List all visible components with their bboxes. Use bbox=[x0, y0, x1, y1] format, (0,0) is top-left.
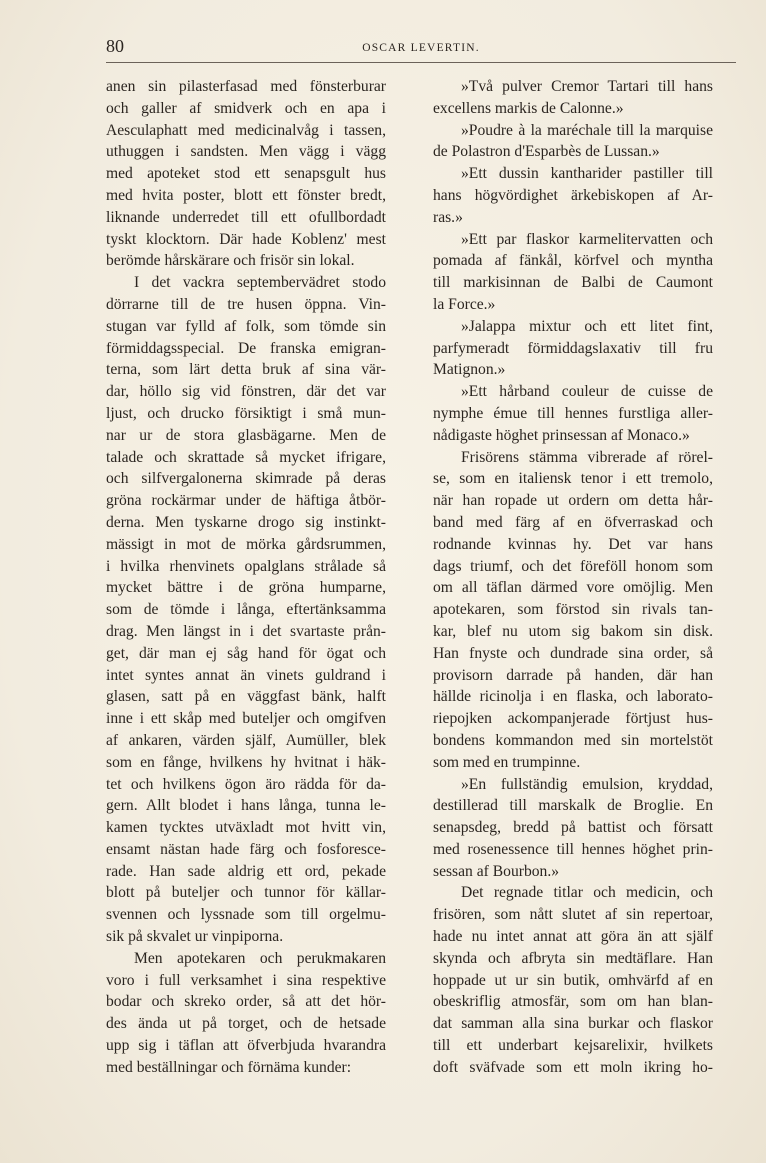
text-line: riepojken ackompanjerade förtjust hus- bbox=[433, 710, 713, 728]
text-line: senapsdeg, bredd på battist och försatt bbox=[433, 819, 713, 837]
header-rule bbox=[106, 62, 736, 63]
text-line: upp sig i täflan att öfverbjuda hvarandra bbox=[106, 1037, 386, 1055]
text-line: provisorn darrade på handen, där han bbox=[433, 666, 713, 684]
text-line: dar, höllo sig vid fönstren, där det var bbox=[106, 383, 386, 401]
text-line: glasen, satt på en väggfast bänk, halft bbox=[106, 688, 386, 706]
text-line: inne i ett skåp med buteljer och omgifven bbox=[106, 710, 386, 728]
text-line: med beställningar och förnäma kunder: bbox=[106, 1058, 352, 1076]
text-line: de Polastron d'Esparbès de Lussan.» bbox=[433, 143, 660, 161]
text-line: anen sin pilasterfasad med fönsterburar bbox=[106, 78, 386, 95]
text-line: Men apotekaren och perukmakaren bbox=[134, 949, 386, 967]
text-line: nar ur de stora glasbägarne. Men de bbox=[106, 426, 386, 444]
text-line: Det regnade titlar och medicin, och bbox=[461, 884, 713, 902]
text-line: med apoteket stod ett senapsgult hus bbox=[106, 165, 386, 183]
text-line: terna, som lärt detta bruk af sina vär- bbox=[106, 361, 386, 379]
text-line: band med färg af en öfverraskad och bbox=[433, 513, 713, 531]
text-line: uthuggen i sandsten. Men vägg i vägg bbox=[106, 143, 386, 161]
text-line: frisören, som nått slutet af sin repertoar, bbox=[433, 906, 713, 924]
text-line: sik på skvalet ur vinpiporna. bbox=[106, 928, 284, 946]
text-line: med hvita poster, blott ett fönster bredt, bbox=[106, 186, 386, 204]
text-line: när han ropade ut ordern om detta hår- bbox=[433, 492, 713, 510]
text-line: la Force.» bbox=[433, 295, 496, 313]
text-line: doft sväfvade som ett moln ikring ho- bbox=[433, 1058, 713, 1076]
text-line: skynda och afbryta sin medtäflare. Han bbox=[433, 949, 713, 967]
text-line: nådigaste höghet prinsessan af Monaco.» bbox=[433, 426, 690, 444]
text-line: om all täflan därmed vore omöjlig. Men bbox=[433, 579, 713, 597]
text-line: hade nu intet annat att göra än att själf bbox=[433, 928, 713, 946]
left-column bbox=[106, 76, 386, 1079]
text-line: Frisörens stämma vibrerade af rörel- bbox=[461, 448, 713, 466]
text-line: bondens kommandon med sin mortelstöt bbox=[433, 731, 713, 749]
text-line: som med en trumpinne. bbox=[433, 753, 581, 771]
text-line: som de tömde i långa, eftertänksamma bbox=[106, 601, 386, 619]
text-line: blott på buteljer och tunnor för källar- bbox=[106, 884, 386, 902]
text-line: gern. Allt blodet i hans långa, tunna le- bbox=[106, 797, 386, 815]
text-line: tet och hvilkens ögon äro rädda för da- bbox=[106, 775, 386, 793]
text-line: dat samman alla sina burkar och flaskor bbox=[433, 1015, 713, 1033]
text-line: tyskt klocktorn. Där hade Koblenz' mest bbox=[106, 230, 386, 248]
text-line: »Poudre à la maréchale till la marquise bbox=[461, 121, 713, 139]
text-line: ras.» bbox=[433, 208, 463, 226]
text-line: dags triumf, och det föreföll honom som bbox=[433, 557, 713, 575]
text-line: hällde ricinolja i en flaska, och laborato- bbox=[433, 688, 713, 706]
text-line: intet syntes annat än vinets guldrand i bbox=[106, 666, 386, 684]
text-line: stugan var fylld af folk, som tömde sin bbox=[106, 317, 386, 335]
text-line: »Ett hårband couleur de cuisse de bbox=[461, 383, 713, 401]
text-line: »En fullständig emulsion, kryddad, bbox=[461, 775, 713, 793]
text-line: destillerad till marskalk de Broglie. En bbox=[433, 797, 713, 815]
text-line: och galler af smidverk och en apa i bbox=[106, 99, 386, 117]
text-line: »Ett dussin kantharider pastiller till bbox=[461, 165, 713, 183]
text-line: I det vackra septembervädret stodo bbox=[134, 274, 386, 292]
text-line: rodnande kvinnas hy. Det var hans bbox=[433, 535, 713, 553]
text-line: mycket bättre i de gröna humparne, bbox=[106, 579, 386, 597]
text-line: berömde hårskärare och frisör sin lokal. bbox=[106, 252, 355, 270]
text-line: liknande underredet till ett ofullbordadt bbox=[106, 208, 386, 226]
text-line: apotekaren, som förstod sin rivals tan- bbox=[433, 601, 713, 619]
text-line: Aesculaphatt med medicinalvåg i tassen, bbox=[106, 121, 386, 139]
text-line: excellens markis de Calonne.» bbox=[433, 99, 624, 117]
text-line: nymphe émue till hennes furstliga aller- bbox=[433, 404, 713, 422]
text-line: rade. Han sade aldrig ett ord, pekade bbox=[106, 862, 386, 880]
text-line: »Jalappa mixtur och ett litet fint, bbox=[461, 317, 713, 335]
text-line: kar, blef nu utom sig bakom sin disk. bbox=[433, 622, 713, 640]
running-head: OSCAR LEVERTIN. bbox=[362, 42, 480, 54]
text-line: Han fnyste och dundrade sina order, så bbox=[433, 644, 713, 662]
text-line: hans högvördighet ärkebiskopen af Ar- bbox=[433, 186, 713, 204]
text-line: af ankaren, värden själf, Aumüller, blek bbox=[106, 731, 386, 749]
text-line: »Två pulver Cremor Tartari till hans bbox=[461, 78, 713, 95]
text-line: drag. Men längst in i det svartaste prån- bbox=[106, 622, 386, 640]
text-line: förmiddagsspecial. De franska emigran- bbox=[106, 339, 386, 357]
text-line: pomada af fänkål, körfvel och myntha bbox=[433, 252, 713, 270]
text-line: talade och skrattade så mycket ifrigare, bbox=[106, 448, 386, 466]
text-line: som en fånge, hvilkens hy hvitnat i häk- bbox=[106, 753, 386, 771]
text-line: till ett underbart kejsarelixir, hvilkets bbox=[433, 1037, 713, 1055]
text-line: des ända ut på torget, och de hetsade bbox=[106, 1015, 386, 1033]
text-line: dörrarne till de tre husen öppna. Vin- bbox=[106, 295, 386, 313]
text-line: gröna rockärmar under de häftiga åtbör- bbox=[106, 492, 386, 510]
text-line: sessan af Bourbon.» bbox=[433, 862, 560, 880]
page-number: 80 bbox=[106, 36, 124, 56]
text-line: mässigt in mot de mörka gårdsrummen, bbox=[106, 535, 386, 553]
text-line: voro i full verksamhet i sina respektive bbox=[106, 971, 386, 989]
text-line: i hvilka rhenvinets opalglans strålade så bbox=[106, 557, 386, 575]
page-header bbox=[106, 36, 736, 64]
text-line: derna. Men tyskarne drogo sig instinkt- bbox=[106, 513, 386, 531]
text-line: obeskriflig atmosfär, som om han blan- bbox=[433, 993, 713, 1011]
text-line: svennen och lyssnade som till orgelmu- bbox=[106, 906, 386, 924]
text-line: »Ett par flaskor karmelitervatten och bbox=[461, 230, 713, 248]
text-line: kamen tycktes utväxladt mot hvitt vin, bbox=[106, 819, 386, 837]
text-line: ljust, och drucko försiktigt i små mun- bbox=[106, 404, 386, 422]
text-line: och silfvergalonerna skimrade på deras bbox=[106, 470, 386, 488]
text-line: ensamt nästan hade färg och fosforesce- bbox=[106, 840, 386, 858]
text-line: hoppade ut ur sin butik, omhvärfd af en bbox=[433, 971, 713, 989]
text-line: bodar och skreko order, så att det hör- bbox=[106, 993, 386, 1011]
text-line: parfymeradt förmiddagslaxativ till fru bbox=[433, 339, 713, 357]
text-line: till markisinnan de Balbi de Caumont bbox=[433, 274, 713, 292]
text-line: se, som en italiensk tenor i ett tremolo, bbox=[433, 470, 713, 488]
text-line: get, där man ej såg hand för ögat och bbox=[106, 644, 386, 662]
right-column bbox=[433, 76, 713, 1079]
text-line: Matignon.» bbox=[433, 361, 506, 379]
text-line: med rosenessence till hennes höghet prin- bbox=[433, 840, 713, 858]
